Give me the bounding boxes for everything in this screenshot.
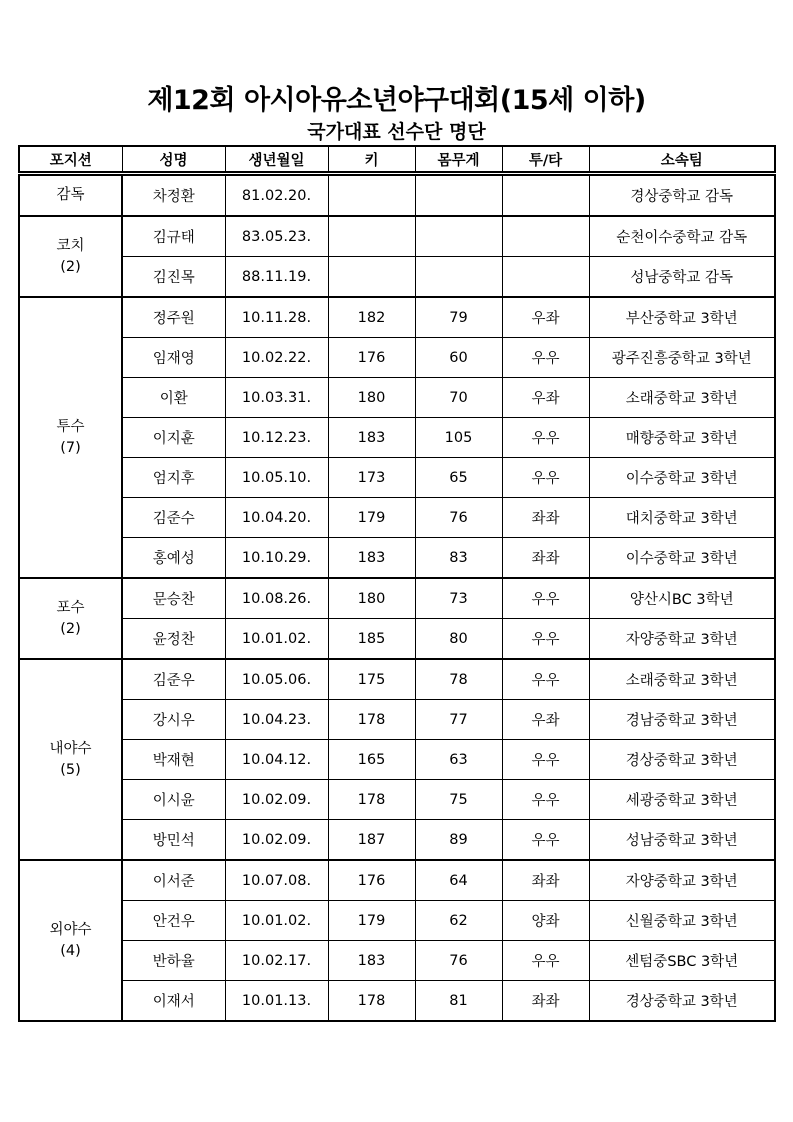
cell-team: 이수중학교 3학년: [589, 458, 775, 498]
position-count: (2): [60, 258, 81, 275]
cell-height: 165: [328, 740, 415, 780]
cell-weight: [415, 216, 502, 257]
cell-name: 김준우: [122, 659, 225, 700]
cell-throw-bat: 우좌: [502, 297, 589, 338]
cell-throw-bat: 좌좌: [502, 538, 589, 579]
cell-name: 이재서: [122, 981, 225, 1022]
cell-throw-bat: 우우: [502, 740, 589, 780]
cell-team: 이수중학교 3학년: [589, 538, 775, 579]
table-row: [19, 458, 775, 498]
cell-throw-bat: 우우: [502, 619, 589, 660]
table-row: [19, 780, 775, 820]
position-count: (4): [60, 942, 81, 959]
table-row: [19, 538, 775, 579]
cell-throw-bat: 좌좌: [502, 860, 589, 901]
cell-dob: 10.04.12.: [225, 740, 328, 780]
position-label: 투수: [56, 418, 85, 435]
table-row: [19, 297, 775, 338]
cell-name: 이환: [122, 378, 225, 418]
cell-height: 175: [328, 659, 415, 700]
cell-weight: 60: [415, 338, 502, 378]
table-row: [19, 820, 775, 861]
cell-name: 차정환: [122, 174, 225, 217]
cell-dob: 10.02.22.: [225, 338, 328, 378]
table-row: [19, 659, 775, 700]
cell-throw-bat: 우우: [502, 820, 589, 861]
header-height: 키: [328, 146, 415, 174]
cell-height: 176: [328, 860, 415, 901]
cell-throw-bat: 양좌: [502, 901, 589, 941]
cell-team: 대치중학교 3학년: [589, 498, 775, 538]
cell-dob: 10.07.08.: [225, 860, 328, 901]
cell-dob: 10.12.23.: [225, 418, 328, 458]
cell-throw-bat: 우우: [502, 659, 589, 700]
cell-height: [328, 174, 415, 217]
document-title: 제12회 아시아유소년야구대회(15세 이하): [147, 85, 646, 116]
cell-team: 성남중학교 3학년: [589, 820, 775, 861]
cell-height: 179: [328, 498, 415, 538]
cell-team: 소래중학교 3학년: [589, 659, 775, 700]
cell-throw-bat: [502, 257, 589, 298]
cell-height: 183: [328, 418, 415, 458]
cell-weight: 80: [415, 619, 502, 660]
cell-team: 자양중학교 3학년: [589, 860, 775, 901]
cell-dob: 10.05.06.: [225, 659, 328, 700]
cell-dob: 10.11.28.: [225, 297, 328, 338]
table-row: [19, 860, 775, 901]
position-label: 외야수: [49, 921, 92, 938]
cell-name: 홍예성: [122, 538, 225, 579]
position-count: (5): [60, 761, 81, 778]
cell-name: 정주원: [122, 297, 225, 338]
cell-name: 김규태: [122, 216, 225, 257]
position-label: 포수: [56, 599, 85, 616]
cell-name: 이시윤: [122, 780, 225, 820]
cell-height: 180: [328, 378, 415, 418]
cell-dob: 10.03.31.: [225, 378, 328, 418]
position-label: 코치: [56, 237, 85, 254]
cell-height: 187: [328, 820, 415, 861]
cell-team: 자양중학교 3학년: [589, 619, 775, 660]
cell-name: 강시우: [122, 700, 225, 740]
header-dob: 생년월일: [225, 146, 328, 174]
position-count: (7): [60, 439, 81, 456]
cell-weight: 77: [415, 700, 502, 740]
position-count: (2): [60, 620, 81, 637]
table-row: [19, 941, 775, 981]
cell-throw-bat: [502, 174, 589, 217]
cell-height: 178: [328, 981, 415, 1022]
cell-team: 세광중학교 3학년: [589, 780, 775, 820]
cell-weight: 81: [415, 981, 502, 1022]
cell-weight: 65: [415, 458, 502, 498]
cell-throw-bat: 우우: [502, 578, 589, 619]
cell-team: 성남중학교 감독: [589, 257, 775, 298]
cell-dob: 10.01.13.: [225, 981, 328, 1022]
table-row: [19, 619, 775, 660]
cell-name: 반하율: [122, 941, 225, 981]
cell-throw-bat: 우우: [502, 941, 589, 981]
table-row: [19, 338, 775, 378]
cell-weight: 105: [415, 418, 502, 458]
cell-dob: 10.04.23.: [225, 700, 328, 740]
cell-dob: 10.04.20.: [225, 498, 328, 538]
cell-dob: 10.01.02.: [225, 901, 328, 941]
cell-name: 김준수: [122, 498, 225, 538]
cell-team: 경남중학교 3학년: [589, 700, 775, 740]
cell-team: 매향중학교 3학년: [589, 418, 775, 458]
table-row: [19, 418, 775, 458]
position-label: 감독: [56, 187, 85, 203]
cell-dob: 10.08.26.: [225, 578, 328, 619]
cell-weight: 76: [415, 498, 502, 538]
cell-team: 경상중학교 3학년: [589, 740, 775, 780]
cell-height: 176: [328, 338, 415, 378]
cell-height: [328, 216, 415, 257]
cell-position: [19, 659, 122, 860]
cell-name: 이서준: [122, 860, 225, 901]
cell-position: [19, 297, 122, 578]
cell-weight: 70: [415, 378, 502, 418]
header-name: 성명: [122, 146, 225, 174]
cell-height: 182: [328, 297, 415, 338]
cell-throw-bat: 우좌: [502, 700, 589, 740]
cell-height: 183: [328, 941, 415, 981]
cell-height: 178: [328, 780, 415, 820]
cell-weight: 64: [415, 860, 502, 901]
table-row: [19, 578, 775, 619]
table-row: [19, 901, 775, 941]
cell-name: 임재영: [122, 338, 225, 378]
cell-dob: 10.10.29.: [225, 538, 328, 579]
cell-team: 부산중학교 3학년: [589, 297, 775, 338]
cell-dob: 10.05.10.: [225, 458, 328, 498]
cell-height: 179: [328, 901, 415, 941]
cell-weight: 89: [415, 820, 502, 861]
header-weight: 몸무게: [415, 146, 502, 174]
cell-height: 183: [328, 538, 415, 579]
table-row: [19, 216, 775, 257]
cell-throw-bat: 우우: [502, 780, 589, 820]
cell-height: 178: [328, 700, 415, 740]
cell-dob: 83.05.23.: [225, 216, 328, 257]
cell-name: 엄지후: [122, 458, 225, 498]
cell-dob: 81.02.20.: [225, 174, 328, 217]
cell-weight: [415, 174, 502, 217]
cell-name: 방민석: [122, 820, 225, 861]
position-label: 내야수: [49, 740, 92, 757]
cell-throw-bat: 좌좌: [502, 498, 589, 538]
cell-position: [19, 860, 122, 1021]
cell-throw-bat: 우우: [502, 418, 589, 458]
cell-weight: 75: [415, 780, 502, 820]
cell-team: 소래중학교 3학년: [589, 378, 775, 418]
cell-name: 안건우: [122, 901, 225, 941]
cell-team: 경상중학교 3학년: [589, 981, 775, 1022]
cell-dob: 88.11.19.: [225, 257, 328, 298]
cell-name: 박재현: [122, 740, 225, 780]
cell-throw-bat: 우우: [502, 338, 589, 378]
cell-name: 문승찬: [122, 578, 225, 619]
cell-weight: 83: [415, 538, 502, 579]
cell-team: 양산시BC 3학년: [589, 578, 775, 619]
cell-throw-bat: 좌좌: [502, 981, 589, 1022]
cell-name: 윤정찬: [122, 619, 225, 660]
table-row: [19, 700, 775, 740]
cell-height: 173: [328, 458, 415, 498]
cell-team: 센텀중SBC 3학년: [589, 941, 775, 981]
cell-team: 신월중학교 3학년: [589, 901, 775, 941]
table-row: [19, 498, 775, 538]
table-row: [19, 257, 775, 298]
cell-position: [19, 578, 122, 659]
cell-team: 경상중학교 감독: [589, 174, 775, 217]
cell-weight: 78: [415, 659, 502, 700]
cell-height: [328, 257, 415, 298]
cell-dob: 10.01.02.: [225, 619, 328, 660]
header-row: [19, 146, 775, 174]
cell-height: 185: [328, 619, 415, 660]
table-row: [19, 378, 775, 418]
cell-name: 김진목: [122, 257, 225, 298]
header-throw-bat: 투/타: [502, 146, 589, 174]
header-position: 포지션: [19, 146, 122, 174]
cell-throw-bat: 우우: [502, 458, 589, 498]
cell-team: 순천이수중학교 감독: [589, 216, 775, 257]
cell-position: [19, 216, 122, 297]
cell-weight: 62: [415, 901, 502, 941]
cell-throw-bat: 우좌: [502, 378, 589, 418]
cell-weight: [415, 257, 502, 298]
table-row: [19, 981, 775, 1022]
cell-weight: 63: [415, 740, 502, 780]
cell-name: 이지훈: [122, 418, 225, 458]
cell-position: [19, 174, 122, 217]
table-row: [19, 174, 775, 217]
header-team: 소속팀: [589, 146, 775, 174]
table-row: [19, 740, 775, 780]
cell-weight: 73: [415, 578, 502, 619]
cell-team: 광주진흥중학교 3학년: [589, 338, 775, 378]
cell-weight: 76: [415, 941, 502, 981]
roster-table: [18, 145, 776, 1022]
cell-throw-bat: [502, 216, 589, 257]
cell-height: 180: [328, 578, 415, 619]
cell-weight: 79: [415, 297, 502, 338]
cell-dob: 10.02.17.: [225, 941, 328, 981]
document-subtitle: 국가대표 선수단 명단: [307, 121, 486, 143]
cell-dob: 10.02.09.: [225, 820, 328, 861]
cell-dob: 10.02.09.: [225, 780, 328, 820]
